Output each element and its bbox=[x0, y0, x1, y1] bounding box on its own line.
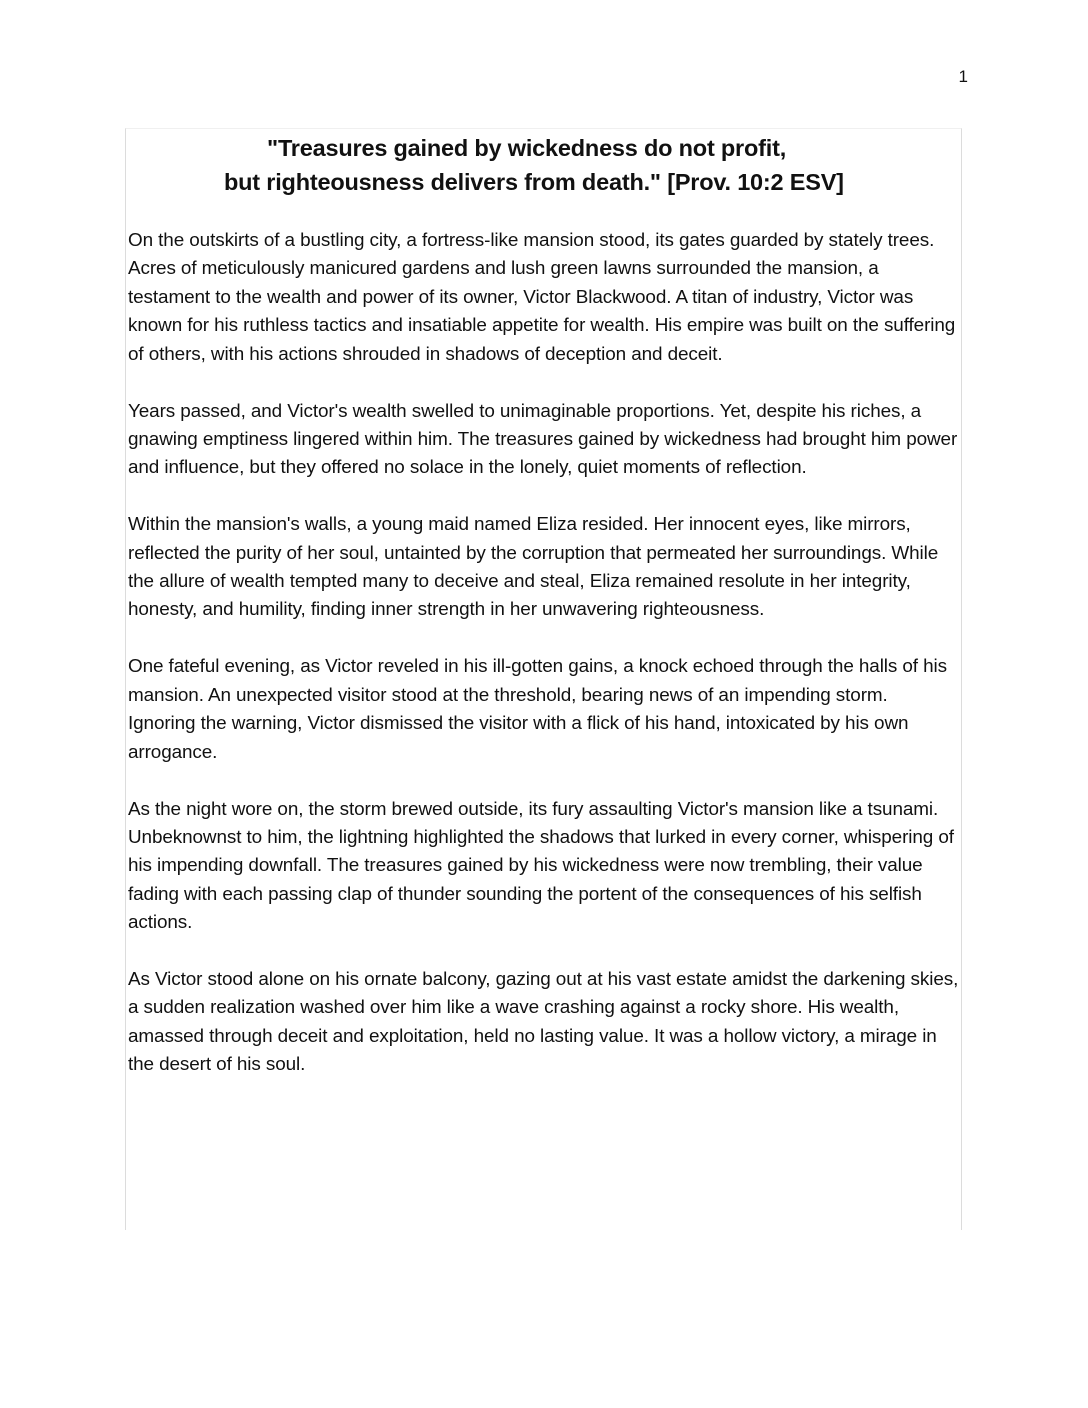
title-line-2: but righteousness delivers from death." [Prov. 10:2 ESV] bbox=[224, 169, 844, 195]
paragraph-4: One fateful evening, as Victor reveled in his ill-gotten gains, a knock echoed through the halls of his mansion. An unexpected visitor stood at the threshold, bearing news of an impending storm. Ignoring the warning, Victor dismissed the visitor with a flick of his hand, intoxicated by his own arrogance. bbox=[128, 656, 947, 763]
page-title bbox=[125, 131, 962, 199]
paragraph-1: On the outskirts of a bustling city, a fortress-like mansion stood, its gates guarded by stately trees. Acres of meticulously manicured gardens and lush green lawns surrounded the mansion, a testament to the wealth and power of its owner, Victor Blackwood. A titan of industry, Victor was known for his ruthless tactics and insatiable appetite for wealth. His empire was built on the suffering of others, with his actions shrouded in shadows of deception and deceit. bbox=[128, 230, 956, 365]
paragraph-6: As Victor stood alone on his ornate balcony, gazing out at his vast estate amidst the darkening skies, a sudden realization washed over him like a wave crashing against a rocky shore. His wealth, amassed through deceit and exploitation, held no lasting value. It was a hollow victory, a mirage in the desert of his soul. bbox=[128, 969, 959, 1076]
paragraph-5: As the night wore on, the storm brewed outside, its fury assaulting Victor's mansion like a tsunami. Unbeknownst to him, the lightning highlighted the shadows that lurked in every corner, whispering of his impending downfall. The treasures gained by his wickedness were now trembling, their value fading with each passing clap of thunder sounding the portent of the consequences of his selfish actions. bbox=[128, 798, 954, 934]
paragraph-2: Years passed, and Victor's wealth swelled to unimaginable proportions. Yet, despite his riches, a gnawing emptiness lingered within him. The treasures gained by wickedness had brought him power and influence, but they offered no solace in the lonely, quiet moments of reflection. bbox=[128, 400, 958, 479]
paragraph-3: Within the mansion's walls, a young maid named Eliza resided. Her innocent eyes, like mirrors, reflected the purity of her soul, untainted by the corruption that permeated her surroundings. While the allure of wealth tempted many to deceive and steal, Eliza remained resolute in her integrity, honesty, and humility, finding inner strength in her unwavering righteousness. bbox=[128, 514, 939, 621]
story-body bbox=[128, 227, 960, 1108]
page-number: 1 bbox=[958, 67, 968, 86]
title-line-1: "Treasures gained by wickedness do not profit, bbox=[267, 135, 787, 161]
